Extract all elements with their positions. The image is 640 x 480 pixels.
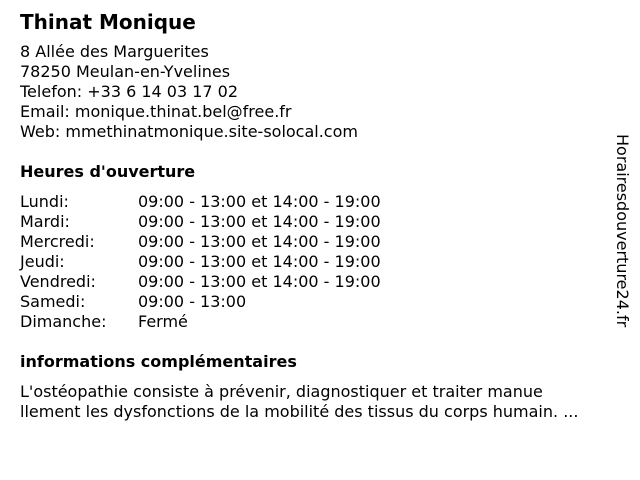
address-line-2: 78250 Meulan-en-Yvelines — [20, 62, 231, 81]
hours-value: 09:00 - 13:00 — [138, 292, 247, 311]
day-label: Mercredi: — [20, 232, 95, 251]
email-line: Email: monique.thinat.bel@free.fr — [20, 102, 292, 121]
opening-hours-title: Heures d'ouverture — [20, 162, 196, 181]
hours-value: 09:00 - 13:00 et 14:00 - 19:00 — [138, 252, 381, 271]
web-line: Web: mmethinatmonique.site-solocal.com — [20, 122, 358, 141]
hours-row-wednesday — [20, 232, 610, 252]
hours-row-tuesday — [20, 212, 610, 232]
business-card — [20, 10, 610, 422]
hours-row-monday — [20, 192, 610, 212]
day-label: Jeudi: — [20, 252, 65, 271]
hours-value: 09:00 - 13:00 et 14:00 - 19:00 — [138, 192, 381, 211]
day-label: Mardi: — [20, 212, 70, 231]
business-name: Thinat Monique — [20, 10, 196, 34]
description-line-2: llement les dysfonctions de la mobilité des tissus du corps humain. ... — [20, 402, 579, 421]
hours-row-sunday — [20, 312, 610, 332]
brand-watermark: Horairesdouverture24.fr — [613, 134, 632, 328]
hours-row-saturday — [20, 292, 610, 312]
hours-value: 09:00 - 13:00 et 14:00 - 19:00 — [138, 212, 381, 231]
day-label: Lundi: — [20, 192, 69, 211]
day-label: Vendredi: — [20, 272, 96, 291]
opening-hours-list — [20, 192, 610, 332]
address-line-1: 8 Allée des Marguerites — [20, 42, 209, 61]
day-label: Samedi: — [20, 292, 86, 311]
hours-value: Fermé — [138, 312, 188, 331]
day-label: Dimanche: — [20, 312, 107, 331]
hours-row-friday — [20, 272, 610, 292]
hours-row-thursday — [20, 252, 610, 272]
hours-value: 09:00 - 13:00 et 14:00 - 19:00 — [138, 272, 381, 291]
description-line-1: L'ostéopathie consiste à prévenir, diagnostiquer et traiter manue — [20, 382, 543, 401]
additional-info-title: informations complémentaires — [20, 352, 297, 371]
phone-line: Telefon: +33 6 14 03 17 02 — [20, 82, 239, 101]
hours-value: 09:00 - 13:00 et 14:00 - 19:00 — [138, 232, 381, 251]
